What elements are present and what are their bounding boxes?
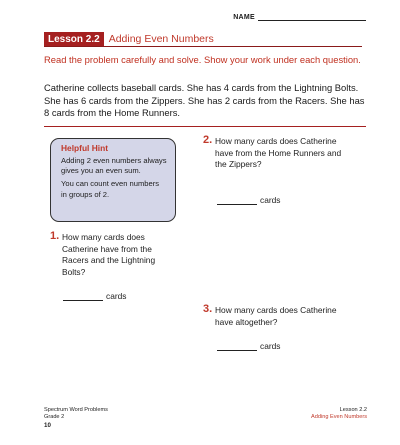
answer-2-unit: cards (260, 195, 281, 205)
footer-lesson: Lesson 2.2 (339, 407, 367, 413)
hint-line-2: You can count even numbers in groups of 2. (61, 179, 160, 199)
hint-title: Helpful Hint (61, 143, 108, 153)
instructions-text: Read the problem carefully and solve. Show your work under each question. (44, 54, 361, 65)
lesson-header (44, 32, 362, 47)
page-number: 10 (44, 421, 51, 429)
footer-right (311, 407, 367, 422)
question-2-text: How many cards does Catherine have from the Home Runners and the Zippers? (215, 136, 342, 169)
answer-3-unit: cards (260, 341, 281, 351)
name-blank-line[interactable] (258, 14, 366, 21)
lesson-title: Adding Even Numbers (108, 33, 214, 45)
story-divider (44, 126, 366, 127)
answer-3-blank[interactable] (217, 342, 257, 351)
footer-lesson-title: Adding Even Numbers (311, 414, 367, 421)
question-3-number: 3. (203, 303, 213, 315)
question-1 (50, 232, 180, 278)
answer-1-unit: cards (106, 291, 127, 301)
name-field (233, 14, 366, 21)
answer-3 (217, 341, 280, 351)
answer-1-blank[interactable] (63, 292, 103, 301)
hint-line-1: Adding 2 even numbers always gives you an even sum. (61, 156, 167, 176)
lesson-tag: Lesson 2.2 (44, 32, 104, 46)
name-label: NAME (233, 14, 255, 21)
helpful-hint-box (50, 138, 176, 222)
question-3-text: How many cards does Catherine have altogether? (215, 305, 337, 327)
question-3 (203, 305, 343, 328)
question-2-number: 2. (203, 134, 213, 146)
question-2 (203, 136, 343, 171)
answer-1 (63, 291, 126, 301)
footer-left (44, 407, 108, 429)
footer-book-title: Spectrum Word Problems (44, 407, 108, 413)
answer-2 (217, 195, 280, 205)
story-text: Catherine collects baseball cards. She has 4 cards from the Lightning Bolts. She has 6 cards from the Zippers. She has 2 cards from the Racers. She has 8 cards from the Home Runners. (44, 82, 365, 118)
question-1-number: 1. (50, 230, 60, 242)
footer-grade: Grade 2 (44, 414, 65, 421)
question-1-text: How many cards does Catherine have from the Racers and the Lightning Bolts? (62, 232, 156, 277)
answer-2-blank[interactable] (217, 196, 257, 205)
